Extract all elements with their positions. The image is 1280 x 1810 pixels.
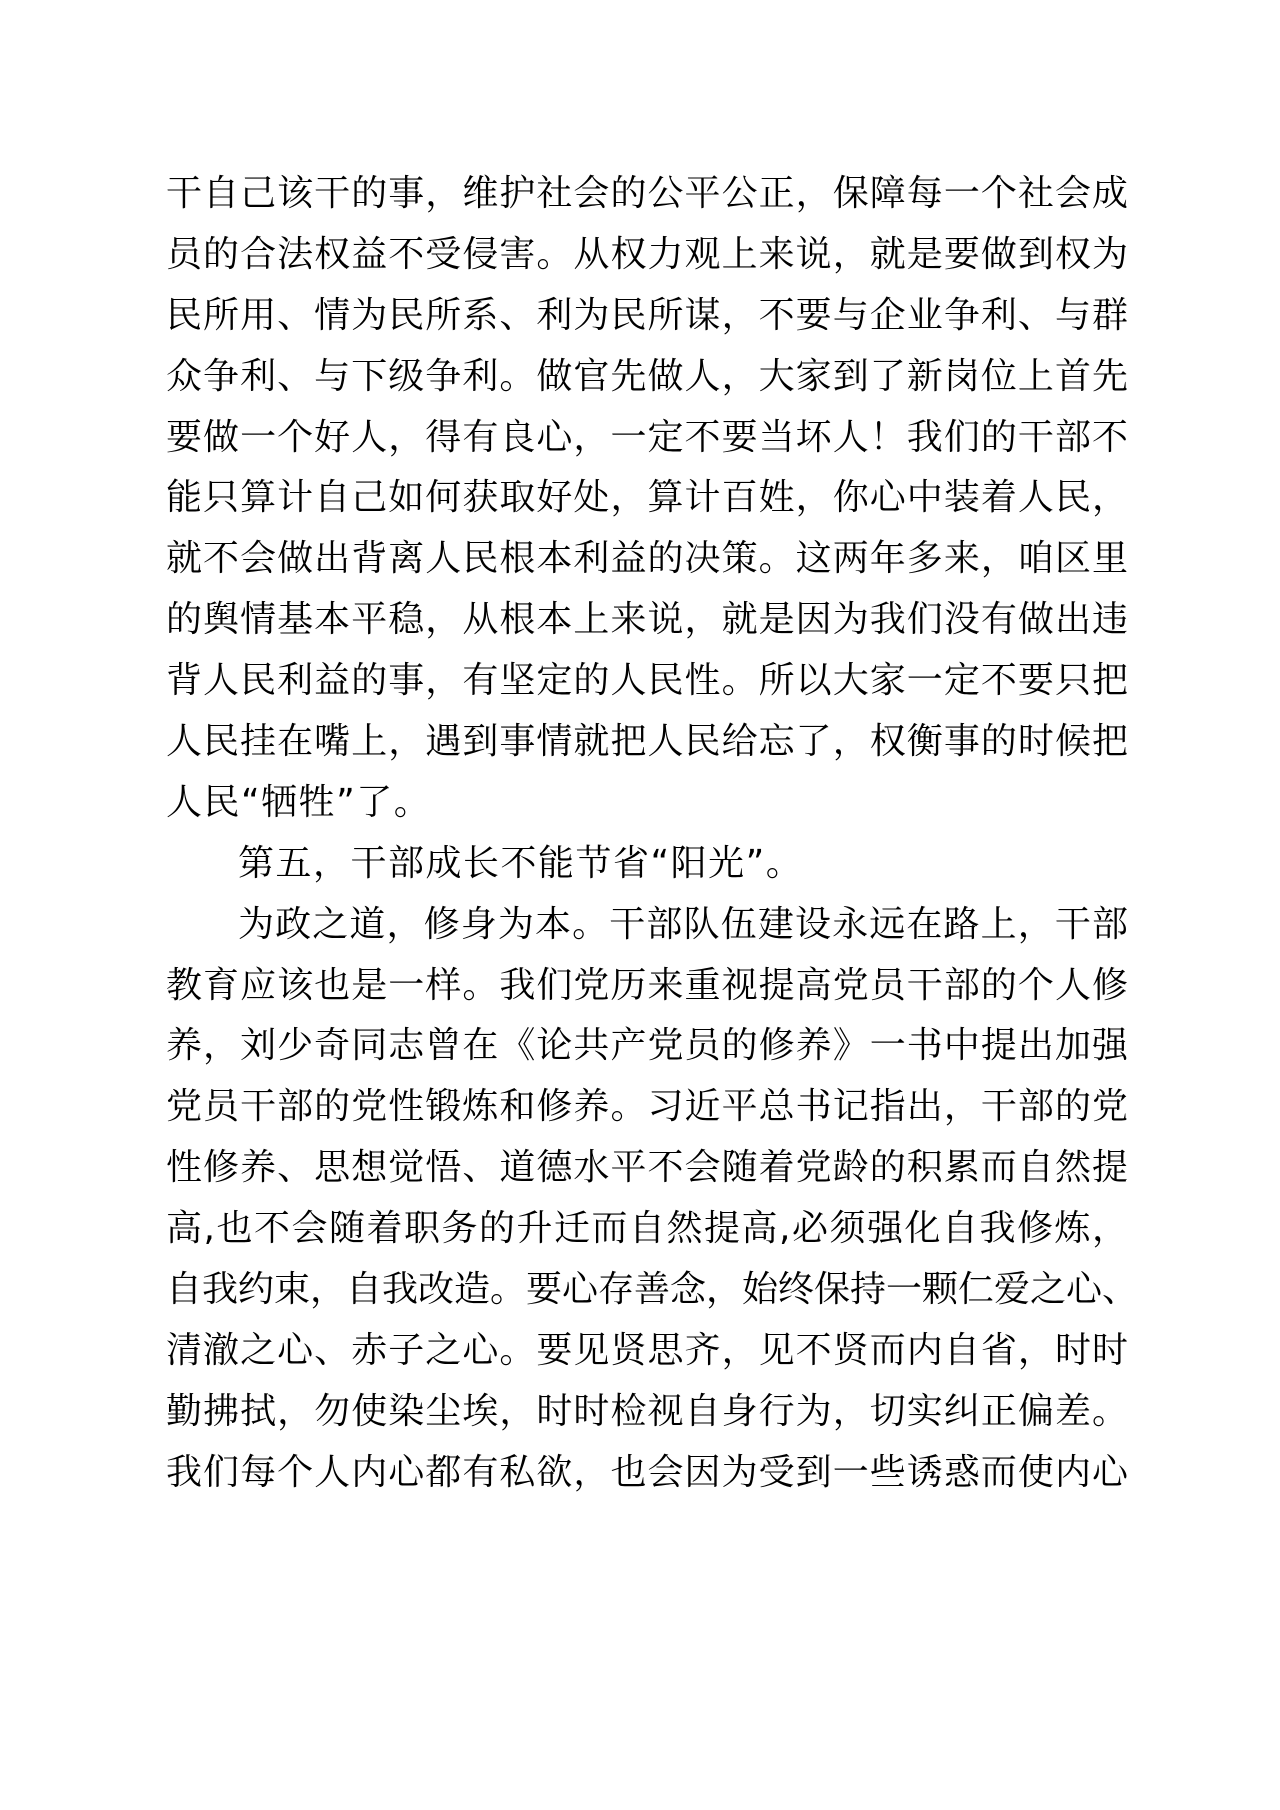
text-line: 党员干部的党性锻炼和修养。习近平总书记指出，干部的党 [166, 1086, 1128, 1128]
text-line: 养，刘少奇同志曾在《论共产党员的修养》一书中提出加强 [166, 1025, 1128, 1067]
text-line: 员的合法权益不受侵害。从权力观上来说，就是要做到权为 [166, 233, 1128, 275]
text-line: 勤拂拭，勿使染尘埃，时时检视自身行为，切实纠正偏差。 [166, 1390, 1128, 1432]
text-line: 性修养、思想觉悟、道德水平不会随着党龄的积累而自然提 [166, 1147, 1128, 1189]
paragraph-first-line: 为政之道，修身为本。干部队伍建设永远在路上，干部 [238, 903, 1128, 945]
section-heading: 第五，干部成长不能节省“阳光”。 [238, 842, 804, 884]
text-line: 就不会做出背离人民根本利益的决策。这两年多来，咱区里 [166, 538, 1128, 580]
text-line: 人民挂在嘴上，遇到事情就把人民给忘了，权衡事的时候把 [166, 721, 1128, 763]
text-line: 要做一个好人，得有良心，一定不要当坏人！我们的干部不 [166, 416, 1128, 458]
text-line: 众争利、与下级争利。做官先做人，大家到了新岗位上首先 [166, 355, 1128, 397]
text-line: 背人民利益的事，有坚定的人民性。所以大家一定不要只把 [166, 660, 1128, 702]
text-line: 的舆情基本平稳，从根本上来说，就是因为我们没有做出违 [166, 599, 1128, 641]
text-line: 清澈之心、赤子之心。要见贤思齐，见不贤而内自省，时时 [166, 1329, 1128, 1371]
text-line: 能只算计自己如何获取好处，算计百姓，你心中装着人民， [166, 477, 1128, 519]
text-line: 民所用、情为民所系、利为民所谋，不要与企业争利、与群 [166, 294, 1128, 336]
text-line: 人民“牺牲”了。 [166, 781, 432, 823]
text-line: 我们每个人内心都有私欲，也会因为受到一些诱惑而使内心 [166, 1451, 1128, 1493]
text-line: 干自己该干的事，维护社会的公平公正，保障每一个社会成 [166, 173, 1128, 214]
text-line: 高,也不会随着职务的升迁而自然提高,必须强化自我修炼， [166, 1208, 1128, 1250]
text-line: 教育应该也是一样。我们党历来重视提高党员干部的个人修 [166, 964, 1128, 1006]
text-line: 自我约束，自我改造。要心存善念，始终保持一颗仁爱之心、 [166, 1269, 1139, 1311]
body-text [166, 164, 1139, 1504]
